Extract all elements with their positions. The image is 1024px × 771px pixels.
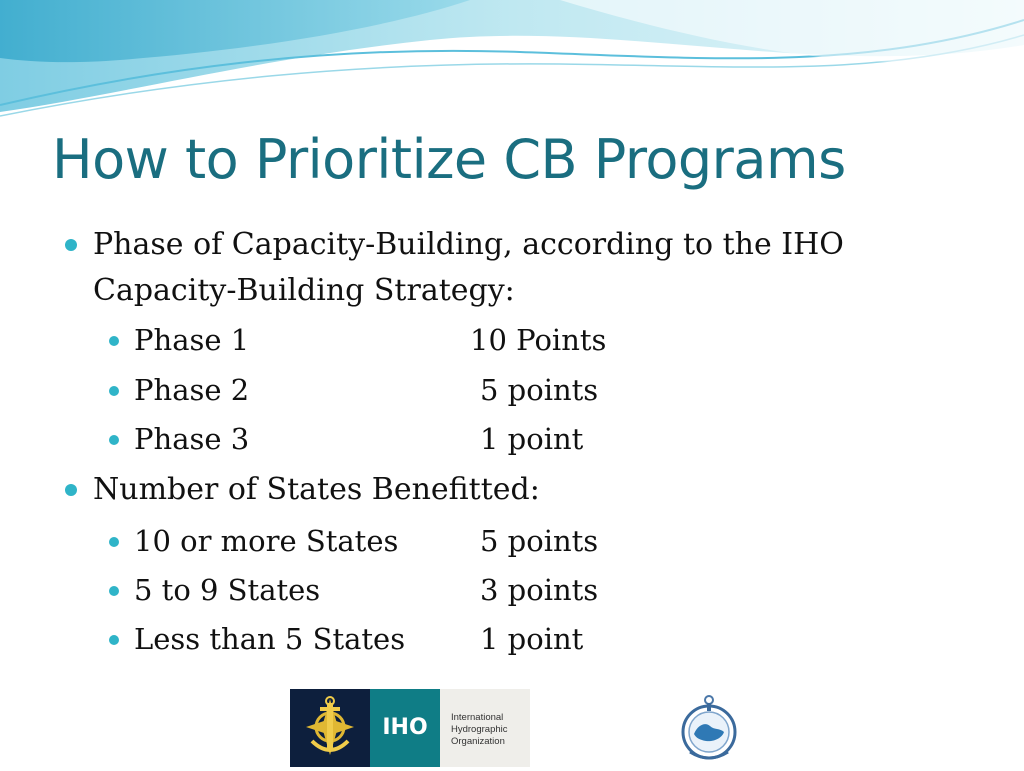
slide-title: How to Prioritize CB Programs — [52, 128, 846, 191]
iho-name-line: Organization — [451, 736, 505, 747]
iho-name-line: Hydrographic — [451, 724, 508, 735]
sub-item-phase-1 — [134, 320, 607, 360]
hydrographic-seal-icon — [680, 694, 738, 764]
sub-item-label: 5 to 9 States — [134, 573, 321, 607]
iho-emblem — [290, 689, 370, 767]
iho-full-name — [440, 689, 530, 767]
sub-bullet-dot-icon — [109, 435, 119, 445]
sub-bullet-dot-icon — [109, 635, 119, 645]
iho-logo — [290, 689, 530, 767]
bullet-text: Number of States Benefitted: — [93, 472, 540, 507]
bullet-phase — [93, 222, 913, 314]
sub-item-label: Phase 1 — [134, 323, 250, 357]
sub-item-10-or-more — [134, 521, 599, 561]
sub-item-points: 1 point — [480, 422, 584, 456]
sub-bullet-dot-icon — [109, 386, 119, 396]
sub-bullet-dot-icon — [109, 537, 119, 547]
sub-item-5-to-9 — [134, 570, 599, 610]
sub-item-points: 5 points — [480, 373, 599, 407]
sub-item-label: 10 or more States — [134, 524, 399, 558]
sub-item-points: 5 points — [480, 524, 599, 558]
bullet-text: Phase of Capacity-Building, according to the IHO Capacity-Building Strategy: — [93, 227, 844, 308]
header-wave-decoration — [0, 0, 1024, 130]
sub-item-phase-3 — [134, 419, 584, 459]
bullet-states — [93, 467, 913, 513]
sub-item-label: Phase 3 — [134, 422, 250, 456]
sub-item-points: 10 Points — [470, 323, 607, 357]
sub-item-label: Less than 5 States — [134, 622, 406, 656]
anchor-compass-icon — [290, 689, 370, 767]
sub-item-label: Phase 2 — [134, 373, 250, 407]
sub-bullet-dot-icon — [109, 336, 119, 346]
bullet-dot-icon — [65, 484, 77, 496]
sub-item-points: 3 points — [480, 573, 599, 607]
sub-bullet-dot-icon — [109, 586, 119, 596]
bullet-dot-icon — [65, 239, 77, 251]
sub-item-less-than-5 — [134, 619, 584, 659]
sub-item-phase-2 — [134, 370, 599, 410]
iho-abbrev: IHO — [370, 689, 440, 767]
iho-name-line: International — [451, 712, 504, 723]
sub-item-points: 1 point — [480, 622, 584, 656]
